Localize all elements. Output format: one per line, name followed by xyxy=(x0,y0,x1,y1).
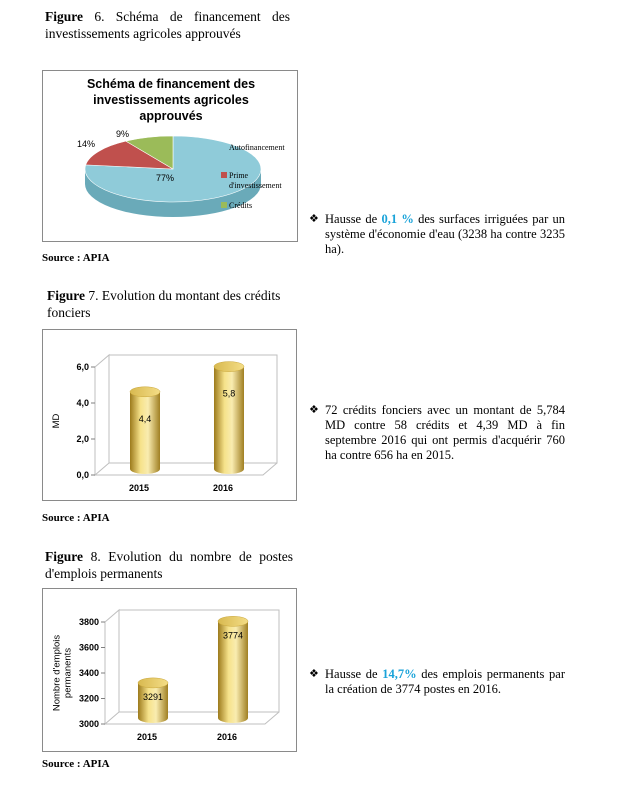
figure8-caption xyxy=(45,548,293,582)
y-tick-label: 0,0 xyxy=(76,470,89,480)
chart-floor xyxy=(95,463,277,475)
pie-label-credits: 9% xyxy=(116,129,130,139)
bullet1-before: Hausse de xyxy=(325,212,382,226)
bullet3-after: des emplois permanents par la création de 3774 postes en 2016. xyxy=(325,667,565,696)
legend-label-credits: Crédits xyxy=(229,201,253,210)
y-axis-label: MD xyxy=(51,413,62,429)
pie-label-autofinancement: 77% xyxy=(156,173,175,183)
data-label-2016: 5,8 xyxy=(222,388,236,399)
y-tick-label: 3800 xyxy=(78,617,99,627)
figure6-pie-svg xyxy=(43,71,297,241)
y-tick-label: 3200 xyxy=(78,693,99,704)
x-tick-label-2016: 2016 xyxy=(216,732,238,742)
chart-floor xyxy=(105,712,279,724)
figure6-chart xyxy=(42,70,298,242)
data-label-2016: 3774 xyxy=(222,630,244,641)
legend-label-prime-line2: d'investissement xyxy=(229,181,282,190)
bar-2016 xyxy=(214,367,244,474)
figure8-caption-text: . Evolution du nombre de postes d'emplois permanents xyxy=(45,549,294,581)
y-tick-label: 3600 xyxy=(78,642,99,653)
bullet-emplois-permanents xyxy=(309,667,565,697)
legend-label-autofinancement: Autofinancement xyxy=(229,143,285,152)
figure6-caption-text: . Schéma de financement des investissements agricoles approuvés xyxy=(45,9,290,41)
bullet3-highlight: 14,7% xyxy=(382,667,417,681)
figure6-prefix: Figure xyxy=(45,9,83,24)
legend-swatch-credits xyxy=(221,202,227,208)
data-label-2015: 3291 xyxy=(142,691,164,702)
x-tick-label-2016: 2016 xyxy=(212,483,234,493)
y-tick-label: 6,0 xyxy=(76,362,89,372)
figure7-bar-svg xyxy=(43,330,296,500)
figure8-chart xyxy=(42,588,297,752)
bullet-mark-icon: ❖ xyxy=(309,404,319,416)
bar-top-2015 xyxy=(130,387,160,397)
y-axis-label: permanents xyxy=(62,647,74,699)
bar-2015 xyxy=(138,683,168,723)
figure8-source: Source : APIA xyxy=(42,758,110,770)
x-tick-label-2015: 2015 xyxy=(136,732,158,742)
figure8-prefix: Figure xyxy=(45,549,83,564)
y-tick-label: 3400 xyxy=(78,668,99,678)
bullet3-before: Hausse de xyxy=(325,667,383,681)
bar-top-2016 xyxy=(218,616,248,626)
bar-2015 xyxy=(130,392,160,474)
figure6-title-line1: Schéma de financement des xyxy=(86,77,256,91)
y-tick-label: 3000 xyxy=(78,719,99,729)
data-label-2015: 4,4 xyxy=(138,413,152,424)
figure6-number: 6 xyxy=(94,9,102,24)
bar-top-2015 xyxy=(138,678,168,688)
bullet1-after: des surfaces irriguées par un système d'économie d'eau (3238 ha contre 3235 ha). xyxy=(325,212,566,256)
x-tick-label-2015: 2015 xyxy=(128,483,150,493)
figure6-title-line3: approuvés xyxy=(139,109,203,123)
bar-top-2016 xyxy=(214,362,244,372)
legend-swatch-prime xyxy=(221,172,227,178)
bullet2-text: 72 crédits fonciers avec un montant de 5,784 MD contre 58 crédits et 4,39 MD à fin septembre 2016 qui ont permis d'acquérir 760 ha contre 656 ha en 2015. xyxy=(325,403,565,462)
figure7-chart xyxy=(42,329,297,501)
pie-label-prime: 14% xyxy=(77,139,96,149)
bullet-mark-icon: ❖ xyxy=(309,668,319,680)
chart-side-wall xyxy=(95,355,109,475)
figure7-caption xyxy=(47,287,292,321)
bullet1-highlight: 0,1 % xyxy=(381,212,414,226)
chart-side-wall xyxy=(105,610,119,724)
bullet-mark-icon: ❖ xyxy=(309,213,319,225)
y-tick-label: 4,0 xyxy=(76,398,89,408)
figure8-number: 8 xyxy=(90,549,98,564)
figure7-caption-text: . Evolution du montant des crédits fonciers xyxy=(47,288,281,320)
figure7-source: Source : APIA xyxy=(42,512,110,524)
figure7-prefix: Figure xyxy=(47,288,85,303)
legend-swatch-autofinancement xyxy=(221,144,227,150)
y-axis-label: Nombre d'emplois xyxy=(51,634,63,712)
legend-label-prime: Prime xyxy=(229,171,249,180)
figure8-bar-svg xyxy=(43,589,296,751)
y-tick-label: 2,0 xyxy=(76,434,89,444)
figure6-source: Source : APIA xyxy=(42,252,110,264)
figure6-caption xyxy=(45,8,290,42)
figure6-title-line2: investissements agricoles xyxy=(93,93,249,107)
bullet-surfaces-irriguees xyxy=(309,212,566,257)
bullet-credits-fonciers xyxy=(309,403,565,463)
figure7-number: 7 xyxy=(88,288,96,303)
